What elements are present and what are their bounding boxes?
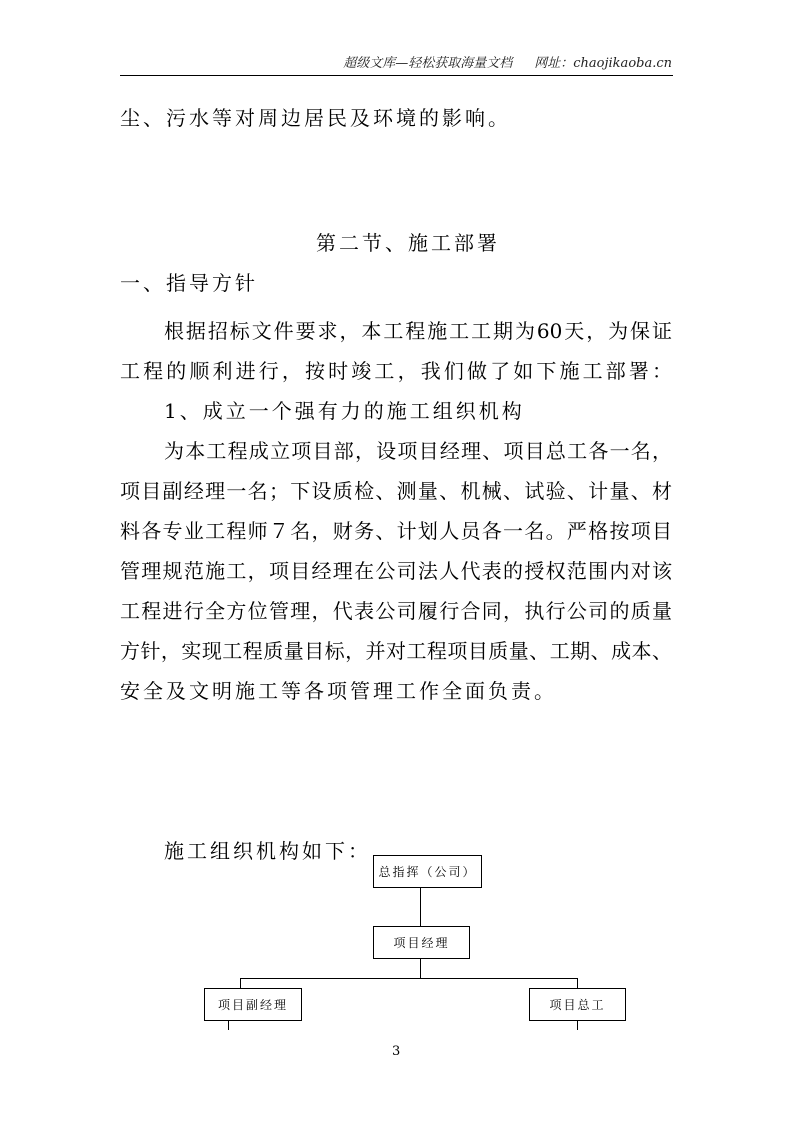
page-number: 3 [392,1044,401,1059]
paragraph-line: 方针，实现工程质量目标，并对工程项目质量、工期、成本、 [120,639,672,663]
connector [240,978,241,988]
connector [577,978,578,988]
paragraph-line: 尘、污水等对周边居民及环境的影响。 [120,106,511,130]
org-intro: 施工组织机构如下： [164,839,371,863]
paragraph-line: 为本工程成立项目部，设项目经理、项目总工各一名， [164,439,672,463]
paragraph-line: 项目副经理一名；下设质检、测量、机械、试验、计量、材 [120,479,672,503]
org-box-chief-engineer: 项目总工 [529,988,626,1021]
subheading: 1、成立一个强有力的施工组织机构 [164,399,525,423]
connector [228,1020,229,1030]
paragraph-line: 安全及文明施工等各项管理工作全面负责。 [120,679,557,703]
paragraph-line: 工程进行全方位管理，代表公司履行合同，执行公司的质量 [120,599,672,623]
heading: 一、指导方针 [120,271,258,295]
connector [577,1020,578,1030]
connector [420,958,421,978]
header-url: 网址：chaojikaoba.cn [534,56,672,71]
paragraph-line: 管理规范施工，项目经理在公司法人代表的授权范围内对该 [120,559,672,583]
org-box-top: 总指挥（公司） [373,855,482,888]
paragraph-line: 工程的顺利进行，按时竣工，我们做了如下施工部署： [120,359,672,383]
connector [240,978,577,979]
org-box-manager: 项目经理 [373,926,470,959]
page-header [343,52,672,71]
org-box-deputy: 项目副经理 [204,988,302,1021]
header-site: 超级文库—轻松获取海量文档 [343,56,513,71]
paragraph-line: 根据招标文件要求，本工程施工工期为60天，为保证 [164,319,672,343]
section-title: 第二节、施工部署 [316,231,500,255]
header-rule [120,75,673,76]
connector [420,887,421,926]
paragraph-line: 料各专业工程师７名，财务、计划人员各一名。严格按项目 [120,519,672,543]
